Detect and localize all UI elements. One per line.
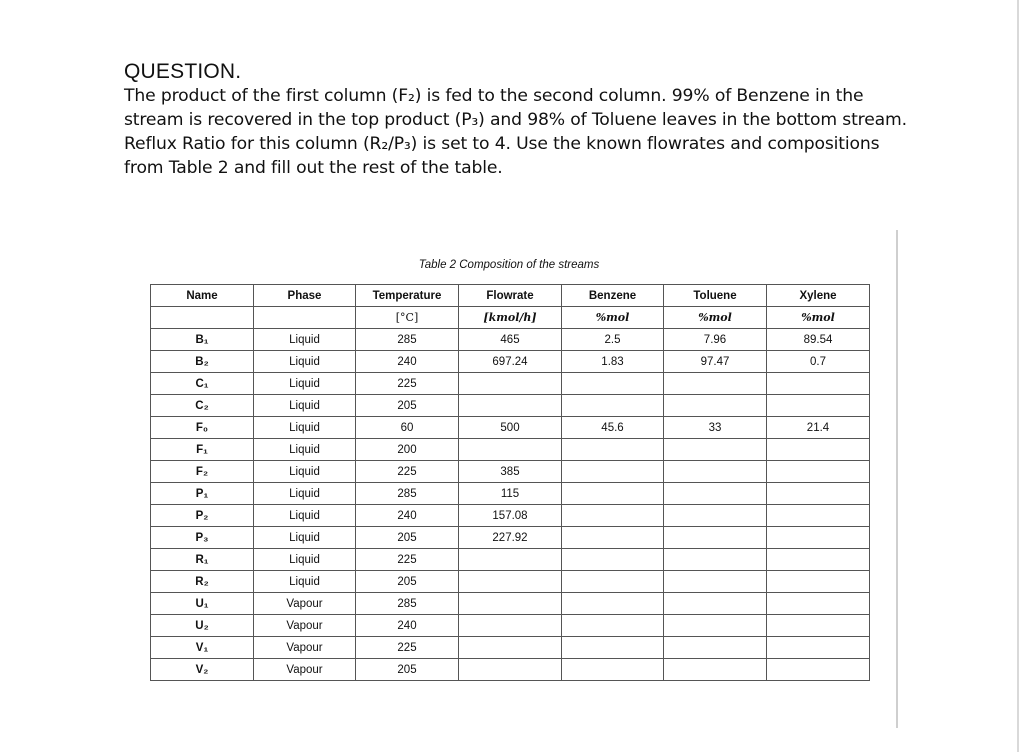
cell-xylene — [767, 439, 870, 461]
table-row — [151, 439, 870, 461]
col-header-benzene: Benzene — [562, 285, 664, 307]
cell-phase: Liquid — [254, 571, 356, 593]
cell-phase: Liquid — [254, 483, 356, 505]
unit-temperature: [°C] — [356, 307, 459, 329]
cell-flowrate — [459, 395, 562, 417]
cell-toluene — [664, 549, 767, 571]
cell-temperature: 285 — [356, 329, 459, 351]
cell-name: U₁ — [151, 593, 254, 615]
col-header-phase: Phase — [254, 285, 356, 307]
cell-flowrate — [459, 615, 562, 637]
cell-temperature: 205 — [356, 527, 459, 549]
cell-benzene — [562, 659, 664, 681]
table-row — [151, 637, 870, 659]
units-row — [151, 307, 870, 329]
unit-toluene: %mol — [664, 307, 767, 329]
header-row — [151, 285, 870, 307]
cell-phase: Vapour — [254, 637, 356, 659]
table-row — [151, 329, 870, 351]
cell-temperature: 205 — [356, 659, 459, 681]
unit-xylene: %mol — [767, 307, 870, 329]
cell-phase: Liquid — [254, 549, 356, 571]
cell-temperature: 205 — [356, 571, 459, 593]
cell-phase: Liquid — [254, 395, 356, 417]
cell-xylene — [767, 395, 870, 417]
cell-flowrate: 500 — [459, 417, 562, 439]
question-title: QUESTION. — [124, 60, 242, 83]
cell-toluene: 97.47 — [664, 351, 767, 373]
cell-xylene — [767, 527, 870, 549]
cell-name: C₂ — [151, 395, 254, 417]
cell-toluene — [664, 637, 767, 659]
col-header-name: Name — [151, 285, 254, 307]
cell-phase: Vapour — [254, 615, 356, 637]
cell-toluene — [664, 593, 767, 615]
cell-xylene — [767, 483, 870, 505]
cell-name: P₂ — [151, 505, 254, 527]
cell-name: C₁ — [151, 373, 254, 395]
table-caption: Table 2 Composition of the streams — [418, 259, 600, 271]
cell-benzene — [562, 395, 664, 417]
cell-xylene — [767, 505, 870, 527]
cell-name: R₂ — [151, 571, 254, 593]
cell-name: P₃ — [151, 527, 254, 549]
cell-toluene — [664, 439, 767, 461]
table-row — [151, 483, 870, 505]
table-row — [151, 659, 870, 681]
cell-temperature: 205 — [356, 395, 459, 417]
cell-temperature: 225 — [356, 373, 459, 395]
cell-toluene — [664, 505, 767, 527]
cell-phase: Liquid — [254, 373, 356, 395]
cell-name: F₁ — [151, 439, 254, 461]
unit-flowrate: [kmol/h] — [459, 307, 562, 329]
cell-temperature: 225 — [356, 461, 459, 483]
cell-flowrate: 385 — [459, 461, 562, 483]
cell-flowrate: 465 — [459, 329, 562, 351]
cell-phase: Vapour — [254, 659, 356, 681]
cell-xylene — [767, 373, 870, 395]
cell-xylene — [767, 615, 870, 637]
cell-name: V₂ — [151, 659, 254, 681]
table-row — [151, 417, 870, 439]
table-row — [151, 593, 870, 615]
unit-cell — [151, 307, 254, 329]
cell-temperature: 285 — [356, 593, 459, 615]
cell-phase: Liquid — [254, 417, 356, 439]
cell-toluene — [664, 461, 767, 483]
cell-phase: Liquid — [254, 329, 356, 351]
cell-benzene — [562, 505, 664, 527]
cell-temperature: 240 — [356, 351, 459, 373]
cell-benzene — [562, 483, 664, 505]
cell-temperature: 240 — [356, 505, 459, 527]
question-body: The product of the first column (F₂) is fed to the second column. 99% of Benzene in the stream is recovered in the top product (P₃) and 98% of Toluene leaves in the bottom stream. Reflux Ratio for this column (R₂/P₃) is set to 4. Use the known flowrates and compositions from Table 2 and fill out the rest of the table. — [124, 86, 907, 178]
cell-name: P₁ — [151, 483, 254, 505]
cell-benzene — [562, 527, 664, 549]
cell-flowrate: 157.08 — [459, 505, 562, 527]
cell-temperature: 60 — [356, 417, 459, 439]
cell-temperature: 240 — [356, 615, 459, 637]
cell-flowrate: 115 — [459, 483, 562, 505]
unit-cell — [254, 307, 356, 329]
table-row — [151, 351, 870, 373]
cell-toluene — [664, 527, 767, 549]
cell-benzene — [562, 461, 664, 483]
cell-name: R₁ — [151, 549, 254, 571]
cell-name: V₁ — [151, 637, 254, 659]
cell-flowrate — [459, 549, 562, 571]
cell-toluene — [664, 571, 767, 593]
cell-phase: Vapour — [254, 593, 356, 615]
cell-flowrate — [459, 439, 562, 461]
table-row — [151, 373, 870, 395]
cell-phase: Liquid — [254, 351, 356, 373]
col-header-xylene: Xylene — [767, 285, 870, 307]
cell-xylene — [767, 571, 870, 593]
cell-benzene — [562, 373, 664, 395]
cell-phase: Liquid — [254, 527, 356, 549]
cell-benzene — [562, 439, 664, 461]
cell-temperature: 225 — [356, 549, 459, 571]
cell-xylene: 21.4 — [767, 417, 870, 439]
cell-xylene — [767, 549, 870, 571]
table-row — [151, 571, 870, 593]
cell-toluene — [664, 659, 767, 681]
cell-name: F₀ — [151, 417, 254, 439]
margin-divider — [896, 230, 898, 728]
col-header-flowrate: Flowrate — [459, 285, 562, 307]
cell-name: F₂ — [151, 461, 254, 483]
cell-benzene — [562, 549, 664, 571]
cell-phase: Liquid — [254, 505, 356, 527]
cell-name: B₁ — [151, 329, 254, 351]
cell-temperature: 285 — [356, 483, 459, 505]
cell-phase: Liquid — [254, 461, 356, 483]
cell-toluene — [664, 483, 767, 505]
table-row — [151, 461, 870, 483]
cell-name: U₂ — [151, 615, 254, 637]
cell-flowrate — [459, 637, 562, 659]
cell-phase: Liquid — [254, 439, 356, 461]
unit-benzene: %mol — [562, 307, 664, 329]
cell-toluene: 33 — [664, 417, 767, 439]
cell-flowrate: 697.24 — [459, 351, 562, 373]
table-row — [151, 615, 870, 637]
cell-name: B₂ — [151, 351, 254, 373]
cell-xylene — [767, 659, 870, 681]
cell-benzene — [562, 637, 664, 659]
cell-xylene — [767, 637, 870, 659]
col-header-toluene: Toluene — [664, 285, 767, 307]
page-edge-divider — [1017, 0, 1019, 752]
cell-benzene: 1.83 — [562, 351, 664, 373]
cell-toluene — [664, 395, 767, 417]
cell-benzene — [562, 615, 664, 637]
cell-toluene — [664, 373, 767, 395]
cell-flowrate — [459, 593, 562, 615]
cell-temperature: 200 — [356, 439, 459, 461]
cell-benzene: 2.5 — [562, 329, 664, 351]
cell-benzene: 45.6 — [562, 417, 664, 439]
table-row — [151, 527, 870, 549]
cell-xylene — [767, 461, 870, 483]
cell-flowrate — [459, 571, 562, 593]
cell-flowrate — [459, 659, 562, 681]
cell-toluene: 7.96 — [664, 329, 767, 351]
cell-temperature: 225 — [356, 637, 459, 659]
cell-xylene: 89.54 — [767, 329, 870, 351]
streams-table — [150, 284, 870, 681]
cell-xylene: 0.7 — [767, 351, 870, 373]
cell-flowrate — [459, 373, 562, 395]
col-header-temperature: Temperature — [356, 285, 459, 307]
cell-xylene — [767, 593, 870, 615]
cell-benzene — [562, 571, 664, 593]
cell-benzene — [562, 593, 664, 615]
table-row — [151, 395, 870, 417]
cell-toluene — [664, 615, 767, 637]
cell-flowrate: 227.92 — [459, 527, 562, 549]
table-row — [151, 505, 870, 527]
table-row — [151, 549, 870, 571]
